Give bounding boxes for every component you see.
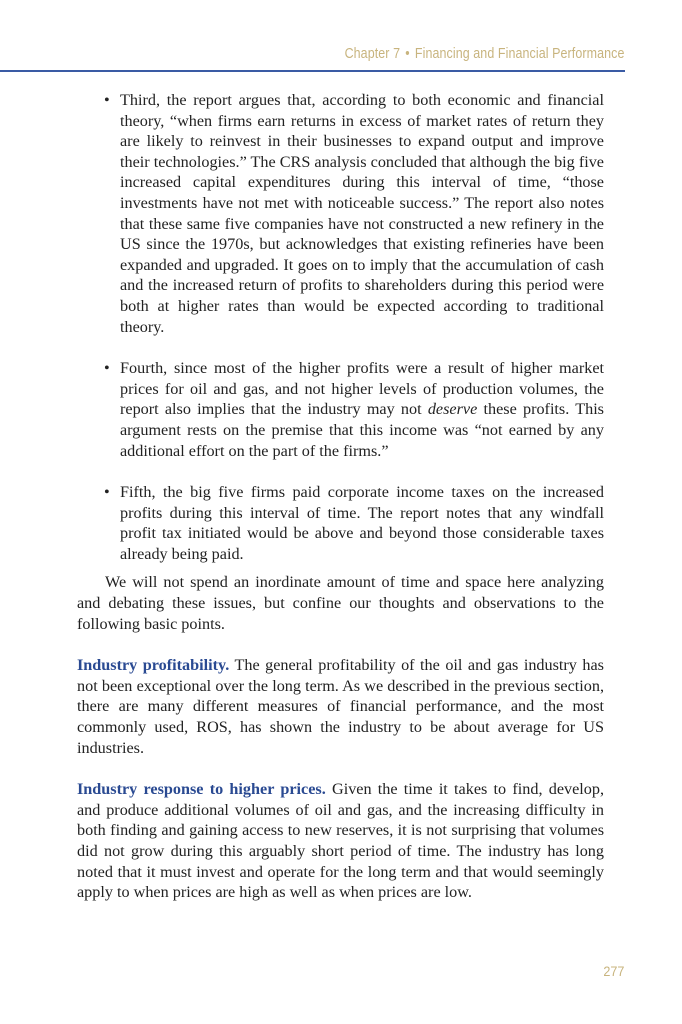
bullet-item-fifth <box>77 482 604 564</box>
bullet-text: Fifth, the big five firms paid corporate income taxes on the increased profits during this interval of time. The report notes that any windfall profit tax initiated would be above and beyond those considerable taxes already being paid. <box>120 483 604 563</box>
price-response-heading: Industry response to higher prices. <box>77 780 326 799</box>
bullet-text: these profits. This argument rests on the premise that this income was “not earned by any additional effort on the part of the firms.” <box>120 400 604 460</box>
intro-paragraph: We will not spend an inordinate amount of time and space here analyzing and debating these issues, but confine our thoughts and observations to the following basic points. <box>77 573 604 633</box>
page-number: 277 <box>602 963 624 979</box>
bullet-item-fourth <box>77 358 604 461</box>
header-rule <box>0 70 625 72</box>
profitability-text: The general profitability of the oil and gas industry has not been exceptional over the long term. As we described in the previous section, there are many different measures of financial performance, and the most commonly used, ROS, has shown the industry to be about average for US industries. <box>77 656 604 757</box>
bullet-emphasis: deserve <box>427 400 478 419</box>
header-separator: • <box>404 46 410 62</box>
price-response-text: Given the time it takes to find, develop, and produce additional volumes of oil and gas, and the increasing difficulty in both finding and gaining access to new reserves, it is not surprising that volumes did not grow during this arguably short period of time. The industry has long noted that it must invest and operate for the long term and that would seemingly apply to when prices are high as well as when prices are low. <box>77 780 605 902</box>
bullet-text: Third, the report argues that, according to both economic and financial theory, “when firms earn returns in excess of market rates of return they are likely to reinvest in their businesses to expand output and improve their technologies.” The CRS analysis concluded that although the big five increased capital expenditures during this interval of time, “those investments have not met with noticeable success.” The report also notes that these same five companies have not constructed a new refinery in the US since the 1970s, but acknowledges that existing refineries have been expanded and upgraded. It goes on to imply that the accumulation of cash and the increased return of profits to shareholders during this period were both at higher rates than would be expected according to traditional theory. <box>120 91 604 336</box>
bullet-text: Fourth, since most of the higher profits were a result of higher market prices for oil and gas, and not higher levels of production volumes, the report also implies that the industry may not <box>120 359 604 419</box>
page-body <box>77 90 604 903</box>
chapter-title: Financing and Financial Performance <box>414 46 624 62</box>
profitability-paragraph <box>77 655 604 758</box>
bullet-item-third <box>77 90 604 337</box>
bullet-marker: • <box>104 483 110 502</box>
profitability-heading: Industry profitability. <box>77 656 230 675</box>
chapter-label: Chapter 7 <box>344 46 400 62</box>
bullet-marker: • <box>104 359 110 378</box>
price-response-paragraph <box>77 779 604 903</box>
bullet-marker: • <box>104 91 110 109</box>
running-header <box>344 46 624 62</box>
